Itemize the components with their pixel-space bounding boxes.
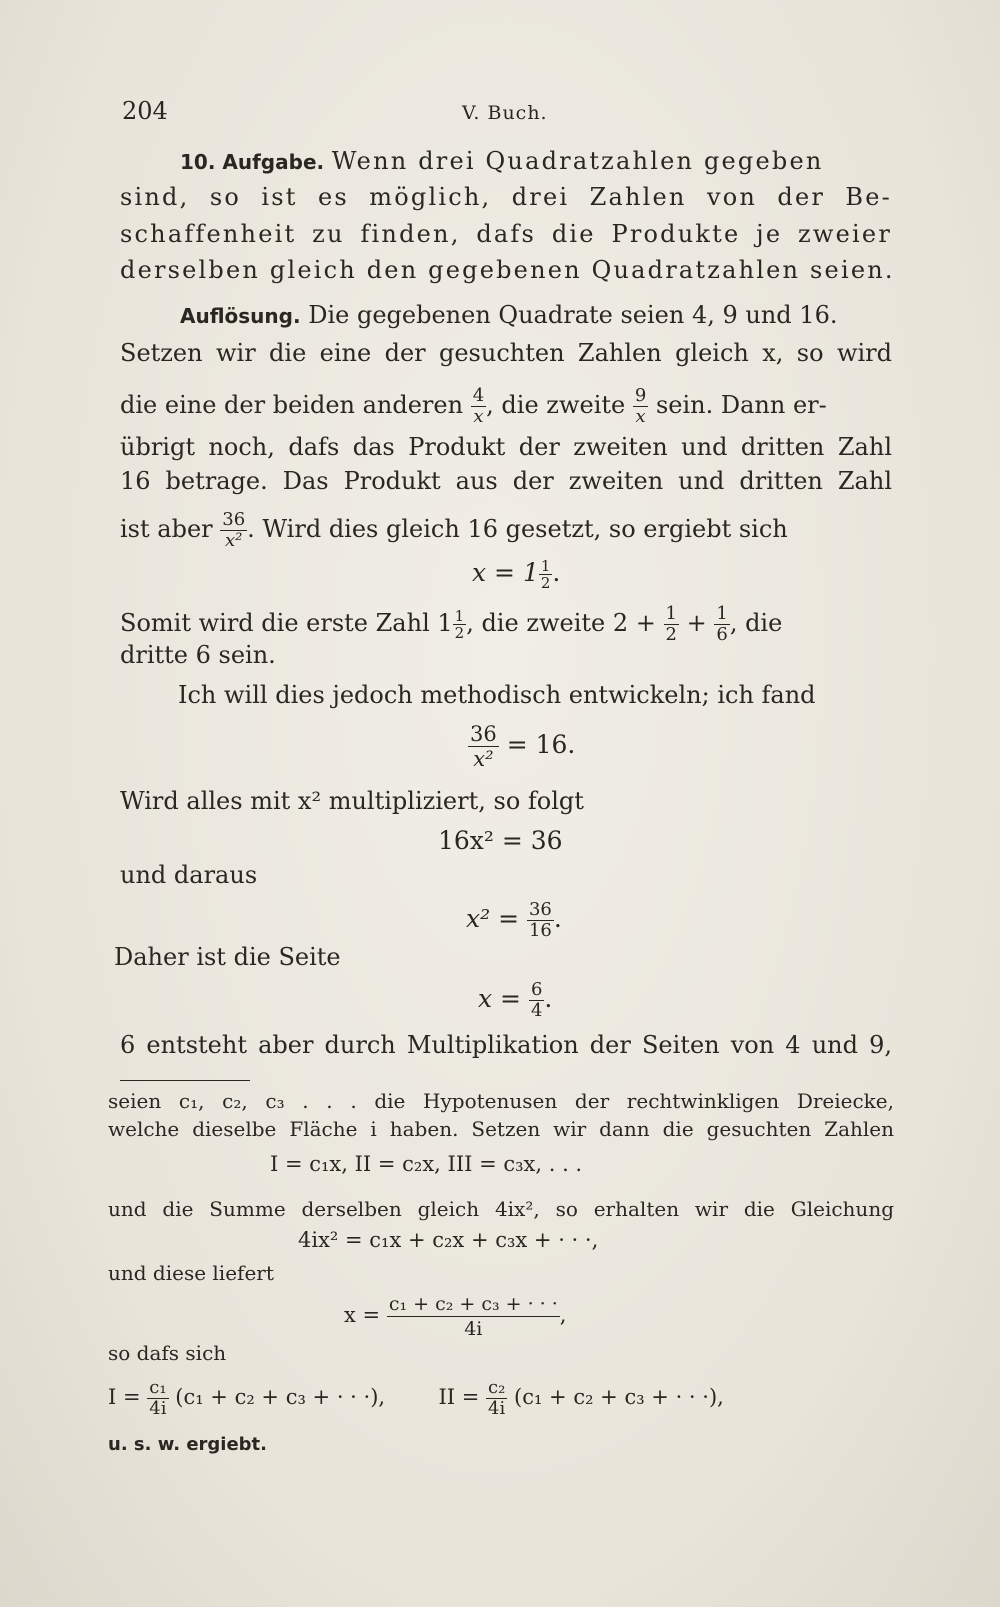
solution-line-10: Wird alles mit x² multipliziert, so folgt [120, 787, 584, 815]
problem-line-4: derselben gleich den gegebenen Quadratzahlen seien. [120, 256, 895, 284]
problem-line-3: schaffenheit zu finden, dafs die Produkte je zweier [120, 220, 892, 248]
solution-line-9: Ich will dies jedoch methodisch entwickeln; ich fand [178, 681, 816, 709]
footnote-rule [120, 1080, 250, 1081]
fraction-4-over-x: $\frac{4}{x}$ [472, 385, 485, 427]
solution-label: Auflösung. [180, 304, 301, 328]
solution-line-13: 6 entsteht aber durch Multiplikation der Seiten von 4 und 9, [120, 1031, 892, 1059]
running-head: V. Buch. [462, 102, 548, 124]
equation-16xsq: 16x² = 36 [438, 826, 563, 855]
equation-36-over-xsq: $\frac{36}{\text{x²}}$ = 16. [470, 722, 576, 771]
solution-line-6: ist aber $\frac{36}{\text{x²}}$ . Wird dies gleich 16 gesetzt, so ergiebt sich [120, 509, 788, 551]
footnote-line-5: so dafs sich [108, 1341, 227, 1365]
problem-line-2: sind, so ist es möglich, drei Zahlen von der Be- [120, 183, 892, 211]
solution-line-7: Somit wird die erste Zahl 1 $\frac{1}{2}$ , die zweite 2 + $\frac{1}{2}$ + $\frac{1}{6}$ , die [120, 603, 783, 645]
footnote-equation-1: I = c₁x, II = c₂x, III = c₃x, . . . [270, 1152, 583, 1176]
footnote-line-6: u. s. w. ergiebt. [108, 1434, 267, 1455]
footnote-equation-2: 4ix² = c₁x + c₂x + c₃x + · · ·, [298, 1228, 599, 1252]
footnote-line-3: und die Summe derselben gleich 4ix², so erhalten wir die Gleichung [108, 1197, 894, 1221]
fraction-1-over-2: $\frac{1}{2}$ [665, 603, 677, 645]
footnote-line-1: seien c₁, c₂, c₃ . . . die Hypotenusen der rechtwinkligen Dreiecke, [108, 1089, 894, 1113]
solution-line-4: übrigt noch, dafs das Produkt der zweiten und dritten Zahl [120, 433, 892, 461]
footnote-equation-3: x = $\frac{\text{c₁ + c₂ + c₃ + · · ·}}{4i}$ , [344, 1293, 567, 1340]
solution-line-2: Setzen wir die eine der gesuchten Zahlen gleich x, so wird [120, 339, 892, 367]
page-number: 204 [122, 97, 168, 125]
fraction-36-over-xsq: $\frac{36}{\text{x²}}$ [222, 509, 246, 551]
solution-line-8: dritte 6 sein. [120, 641, 276, 669]
solution-line-3: die eine der beiden anderen $\frac{4}{x}$ , die zweite $\frac{9}{x}$ sein. Dann er- [120, 385, 827, 427]
solution-line-11: und daraus [120, 861, 258, 889]
fraction-9-over-x: $\frac{9}{x}$ [634, 385, 647, 427]
equation-x-one-half: x = 1 $\frac{1}{2}$ . [472, 557, 561, 592]
equation-xsq-36-16: x² = $\frac{36}{16}$ . [466, 899, 562, 941]
solution-line-12: Daher ist die Seite [114, 943, 341, 971]
problem-label: 10. Aufgabe. [180, 150, 325, 174]
footnote-line-4: und diese liefert [108, 1261, 274, 1285]
fraction-1-over-6: $\frac{1}{6}$ [716, 603, 728, 645]
problem-line-1: 10. Aufgabe. Wenn drei Quadratzahlen gegeben [180, 147, 824, 175]
footnote-equation-4: I = $\frac{\text{c₁}}{4i}$ (c₁ + c₂ + c₃ + · · ·), II = $\frac{\text{c₂}}{4i}$ (c₁ + c₂ + c₃ + · · ·), [108, 1377, 724, 1419]
equation-x-6-4: x = $\frac{6}{4}$ . [478, 979, 553, 1021]
solution-line-1: Auflösung. Die gegebenen Quadrate seien 4, 9 und 16. [180, 301, 838, 329]
footnote-line-2: welche dieselbe Fläche i haben. Setzen wir dann die gesuchten Zahlen [108, 1117, 894, 1141]
solution-line-5: 16 betrage. Das Produkt aus der zweiten und dritten Zahl [120, 467, 892, 495]
